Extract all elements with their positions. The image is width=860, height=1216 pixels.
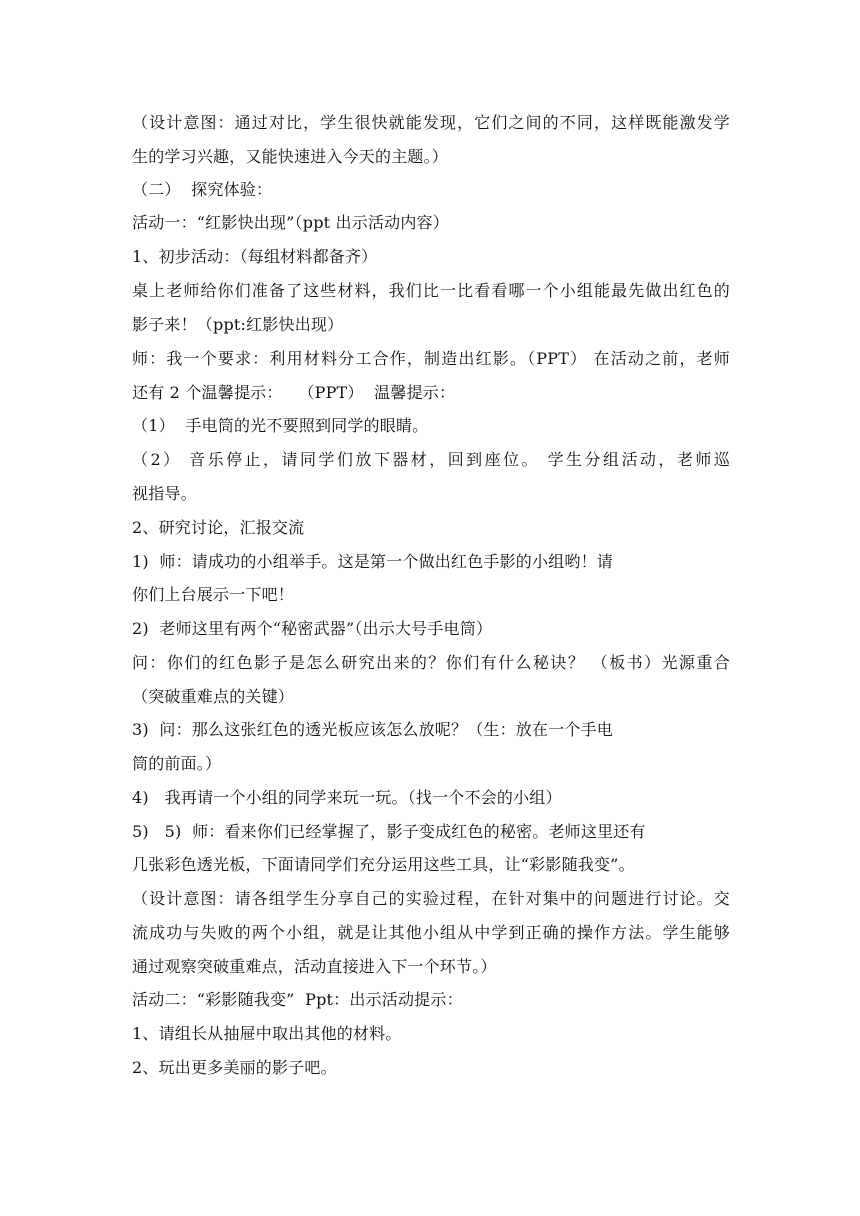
list-item-2: 2) 老师这里有两个“秘密武器”（出示大号手电筒） xyxy=(132,619,493,638)
design-intent-line-1: （设计意图：通过对比，学生很快就能发现，它们之间的不同，这样既能激发学 xyxy=(132,113,730,132)
activity-two-heading: 活动二：“彩影随我变” Ppt：出示活动提示： xyxy=(132,990,463,1009)
design-intent-line: 通过观察突破重难点，活动直接进入下一个环节。） xyxy=(132,957,497,976)
paragraph-line: 影子来！（ppt:红影快出现） xyxy=(132,315,344,334)
paragraph-line: 视指导。 xyxy=(132,484,197,503)
paragraph-line: 问：你们的红色影子是怎么研究出来的？你们有什么秘诀？ （板书）光源重合 xyxy=(132,653,730,672)
activity-two-step-2: 2、玩出更多美丽的影子吧。 xyxy=(132,1058,337,1077)
list-item-4: 4) 我再请一个小组的同学来玩一玩。（找一个不会的小组） xyxy=(132,788,562,807)
paragraph-line: 筒的前面。） xyxy=(132,754,222,773)
activity-two-step-1: 1、请组长从抽屉中取出其他的材料。 xyxy=(132,1024,402,1043)
tip-item-1: （1） 手电筒的光不要照到同学的眼睛。 xyxy=(132,416,429,435)
list-item-3: 3) 问：那么这张红色的透光板应该怎么放呢？（生：放在一个手电 xyxy=(132,720,613,739)
paragraph-line: 还有 2 个温馨提示： （PPT） 温馨提示： xyxy=(132,383,456,402)
activity-one-heading: 活动一：“红影快出现”（ppt 出示活动内容） xyxy=(132,213,449,232)
list-item-1: 1) 师：请成功的小组举手。这是第一个做出红色手影的小组哟！请 xyxy=(132,552,613,571)
design-intent-line: （设计意图：请各组学生分享自己的实验过程，在针对集中的问题进行讨论。交 xyxy=(132,889,730,908)
paragraph-line: 师：我一个要求：利用材料分工合作，制造出红影。（PPT） 在活动之前，老师 xyxy=(132,349,730,368)
tip-item-2: （2） 音乐停止，请同学们放下器材，回到座位。 学生分组活动，老师巡 xyxy=(132,450,730,469)
section-heading-explore: （二） 探究体验： xyxy=(132,180,273,199)
step-2-heading: 2、研究讨论，汇报交流 xyxy=(132,518,305,537)
paragraph-line: 几张彩色透光板，下面请同学们充分运用这些工具，让“彩影随我变”。 xyxy=(132,855,635,874)
paragraph-line: 桌上老师给你们准备了这些材料，我们比一比看看哪一个小组能最先做出红色的 xyxy=(132,281,730,300)
paragraph-line: 你们上台展示一下吧！ xyxy=(132,585,295,604)
design-intent-line-2: 生的学习兴趣，又能快速进入今天的主题。） xyxy=(132,147,449,166)
paragraph-line: （突破重难点的关键） xyxy=(132,687,295,706)
list-item-5: 5) 5) 师：看来你们已经掌握了，影子变成红色的秘密。老师这里还有 xyxy=(132,822,646,841)
step-1-heading: 1、初步活动：（每组材料都备齐） xyxy=(132,247,378,266)
design-intent-line: 流成功与失败的两个小组，就是让其他小组从中学到正确的操作方法。学生能够 xyxy=(132,923,730,942)
